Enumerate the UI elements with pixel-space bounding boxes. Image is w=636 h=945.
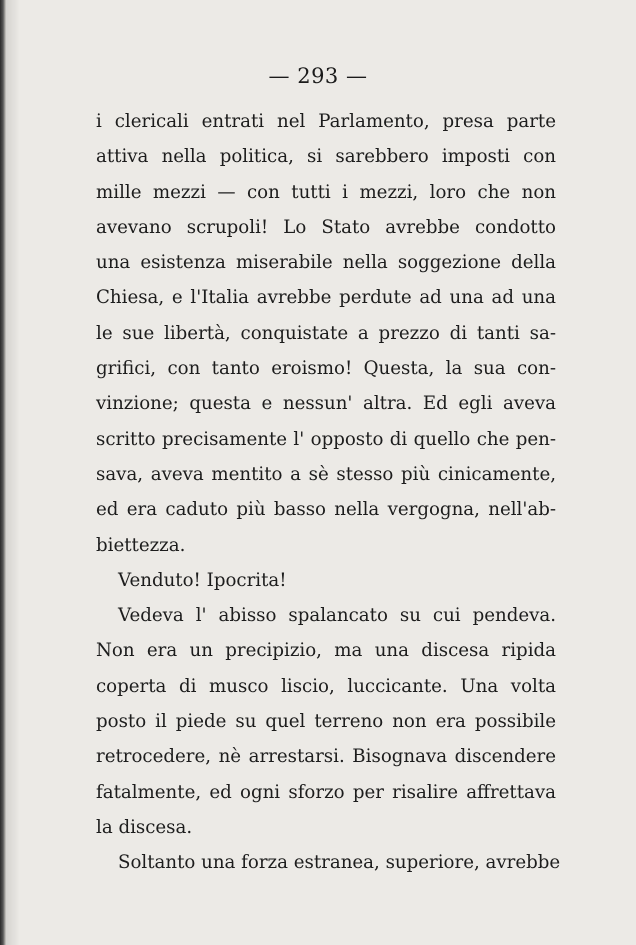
text-line: mille mezzi — con tutti i mezzi, loro che non xyxy=(96,181,556,203)
spine-shadow xyxy=(6,0,20,945)
text-line: vinzione; questa e nessun' altra. Ed egli aveva xyxy=(96,393,556,415)
text-line: i clericali entrati nel Parlamento, presa parte xyxy=(96,111,556,132)
paragraph-line: Venduto! Ipocrita! xyxy=(118,569,287,591)
text-line: attiva nella politica, si sarebbero imposti con xyxy=(96,146,556,168)
body-text xyxy=(96,104,561,881)
text-line: coperta di musco liscio, luccicante. Una volta xyxy=(96,675,556,697)
text-line: Chiesa, e l'Italia avrebbe perdute ad una ad una xyxy=(96,287,556,309)
text-line: Non era un precipizio, ma una discesa ripida xyxy=(96,640,556,662)
text-line: posto il piede su quel terreno non era possibile xyxy=(96,711,556,733)
paragraph-end-line: la discesa. xyxy=(96,816,193,838)
paragraph-start-line: Soltanto una forza estranea, superiore, avrebbe xyxy=(118,852,561,874)
text-line: avevano scrupoli! Lo Stato avrebbe condotto xyxy=(96,216,556,238)
text-line: le sue libertà, conquistate a prezzo di tanti sa- xyxy=(96,322,556,344)
text-line: scritto precisamente l' opposto di quello che pen- xyxy=(96,428,556,450)
page-number: — 293 — xyxy=(268,64,368,88)
paragraph-start-line: Vedeva l' abisso spalancato su cui pendeva. xyxy=(118,605,556,627)
text-line: ed era caduto più basso nella vergogna, nell'ab- xyxy=(96,499,556,521)
text-line: fatalmente, ed ogni sforzo per risalire affrettava xyxy=(96,781,556,803)
text-line: grifici, con tanto eroismo! Questa, la sua con- xyxy=(96,358,556,380)
paragraph-end-line: biettezza. xyxy=(96,534,186,556)
text-line: retrocedere, nè arrestarsi. Bisognava discendere xyxy=(96,746,556,768)
text-line: sava, aveva mentito a sè stesso più cinicamente, xyxy=(96,463,556,485)
text-line: una esistenza miserabile nella soggezione della xyxy=(96,252,556,274)
